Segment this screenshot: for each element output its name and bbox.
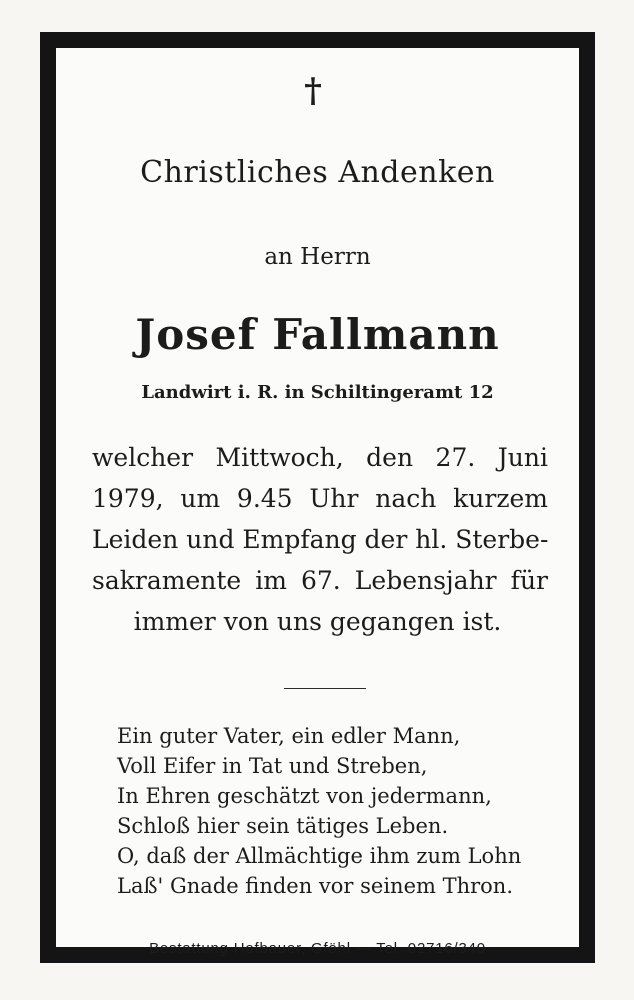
deceased-name: Josef Fallmann: [135, 310, 500, 359]
announcement-line: sakramente im 67. Lebensjahr für: [92, 566, 548, 595]
verse-line: Schloß hier sein tätiges Leben.: [117, 814, 449, 838]
verse-line: In Ehren geschätzt von jedermann,: [117, 784, 492, 808]
announcement-line: Leiden und Empfang der hl. Sterbe-: [92, 525, 549, 554]
verse-line: Laß' Gnade finden vor seinem Thron.: [117, 874, 514, 898]
announcement-line: immer von uns gegangen ist.: [133, 607, 502, 636]
occupation-line: Landwirt i. R. in Schiltingeramt 12: [141, 382, 494, 403]
cross-icon: †: [304, 71, 322, 111]
card-title: Christliches Andenken: [140, 155, 495, 190]
announcement-line: 1979, um 9.45 Uhr nach kurzem: [92, 484, 548, 513]
divider-line: [284, 688, 366, 689]
card-inner: [56, 48, 579, 957]
verse-line: Ein guter Vater, ein edler Mann,: [117, 724, 461, 748]
funeral-home-footer: Bestattung Hofbauer, Gföhl — Tel. 02716/340: [149, 940, 486, 957]
memorial-card: [40, 32, 595, 963]
verse-line: Voll Eifer in Tat und Streben,: [117, 754, 428, 778]
verse-line: O, daß der Allmächtige ihm zum Lohn: [117, 844, 522, 868]
salutation: an Herrn: [264, 244, 371, 270]
announcement-line: welcher Mittwoch, den 27. Juni: [92, 443, 548, 472]
